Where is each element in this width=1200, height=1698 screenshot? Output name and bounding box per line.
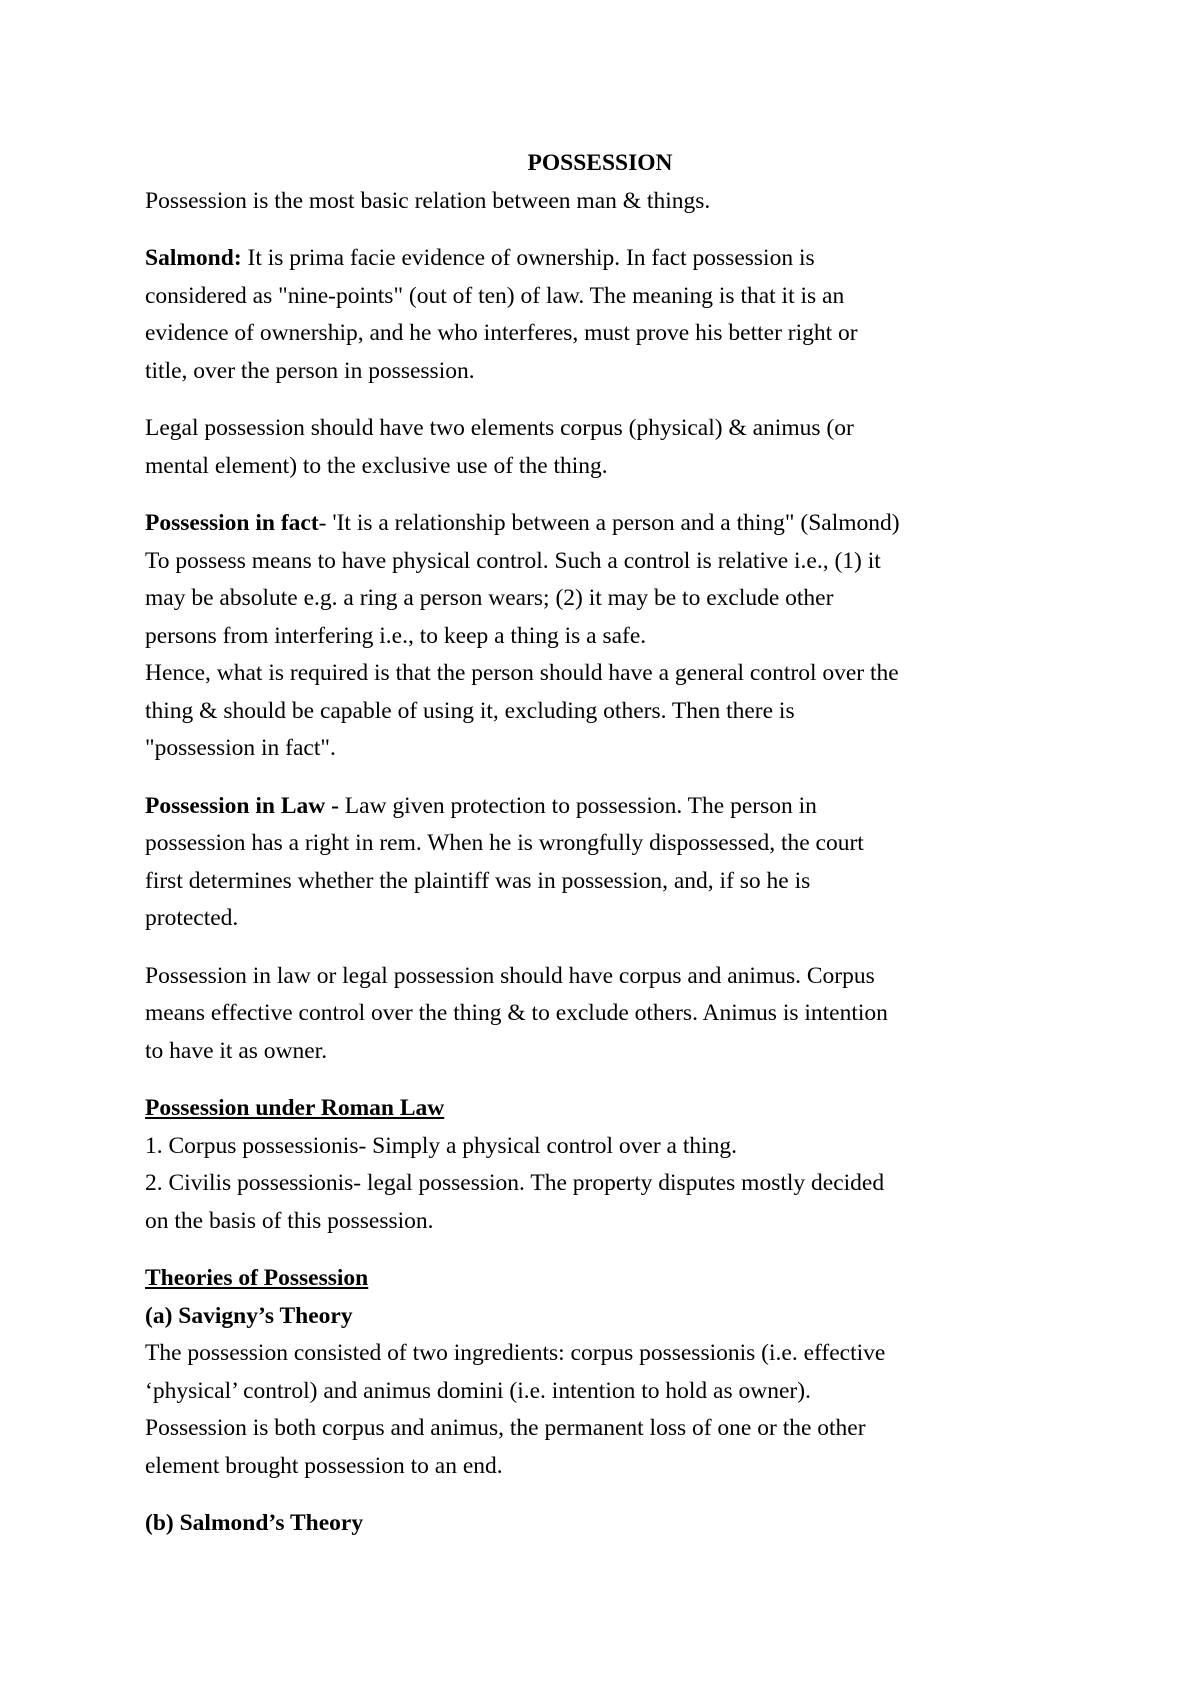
corpus-line-2: means effective control over the thing & to exclude others. Animus is intention bbox=[145, 1000, 888, 1026]
fact-line-7: "possession in fact". bbox=[145, 735, 336, 761]
salmond-label: Salmond: bbox=[145, 245, 242, 271]
law-line-1: Law given protection to possession. The person in bbox=[338, 792, 817, 819]
page-title: POSSESSION bbox=[527, 150, 673, 176]
salmond-paragraph bbox=[145, 240, 1090, 390]
law-line-2: possession has a right in rem. When he is wrongfully dispossessed, the court bbox=[145, 830, 864, 856]
fact-line-4: persons from interfering i.e., to keep a thing is a safe. bbox=[145, 622, 647, 649]
salmond-line-2: considered as "nine-points" (out of ten) of law. The meaning is that it is an bbox=[145, 282, 845, 309]
legal-line-1: Legal possession should have two elements corpus (physical) & animus (or bbox=[145, 415, 854, 441]
legal-paragraph bbox=[145, 410, 1090, 485]
savigny-line-1: The possession consisted of two ingredients: corpus possessionis (i.e. effective bbox=[145, 1340, 886, 1366]
corpus-paragraph bbox=[145, 958, 1090, 1071]
fact-label: Possession in fact bbox=[145, 510, 319, 536]
fact-paragraph bbox=[145, 505, 1090, 768]
fact-line-2: To possess means to have physical control. Such a control is relative i.e., (1) it bbox=[145, 547, 881, 574]
fact-line-5: Hence, what is required is that the person should have a general control over the bbox=[145, 660, 899, 686]
law-line-4: protected. bbox=[145, 905, 239, 931]
law-line-3: first determines whether the plaintiff was in possession, and, if so he is bbox=[145, 867, 811, 894]
savigny-heading: (a) Savigny’s Theory bbox=[145, 1302, 353, 1329]
roman-item-2-line-1: 2. Civilis possessionis- legal possession. The property disputes mostly decided bbox=[145, 1170, 885, 1196]
fact-line-1: - 'It is a relationship between a person and a thing" (Salmond) bbox=[318, 510, 900, 536]
corpus-line-1: Possession in law or legal possession should have corpus and animus. Corpus bbox=[145, 962, 875, 989]
intro-paragraph: Possession is the most basic relation between man & things. bbox=[145, 187, 711, 214]
salmond-line-3: evidence of ownership, and he who interferes, must prove his better right or bbox=[145, 320, 858, 346]
legal-line-2: mental element) to the exclusive use of the thing. bbox=[145, 452, 608, 479]
theories-section bbox=[145, 1260, 1090, 1485]
salmond-theory-section bbox=[145, 1505, 1090, 1543]
corpus-line-3: to have it as owner. bbox=[145, 1037, 328, 1064]
law-paragraph bbox=[145, 788, 1090, 938]
roman-section bbox=[145, 1090, 1090, 1240]
fact-line-6: thing & should be capable of using it, excluding others. Then there is bbox=[145, 697, 795, 724]
salmond-line-1: It is prima facie evidence of ownership. In fact possession is bbox=[241, 245, 815, 271]
savigny-line-4: element brought possession to an end. bbox=[145, 1452, 503, 1479]
law-label: Possession in Law - bbox=[145, 792, 339, 819]
savigny-line-2: ‘physical’ control) and animus domini (i.e. intention to hold as owner). bbox=[145, 1377, 811, 1404]
theories-heading: Theories of Possession bbox=[145, 1265, 369, 1291]
fact-line-3: may be absolute e.g. a ring a person wears; (2) it may be to exclude other bbox=[145, 585, 834, 611]
roman-heading: Possession under Roman Law bbox=[145, 1095, 445, 1121]
roman-item-1: 1. Corpus possessionis- Simply a physical control over a thing. bbox=[145, 1132, 738, 1159]
salmond-theory-heading: (b) Salmond’s Theory bbox=[145, 1510, 364, 1536]
roman-item-2-line-2: on the basis of this possession. bbox=[145, 1207, 434, 1234]
savigny-line-3: Possession is both corpus and animus, the permanent loss of one or the other bbox=[145, 1415, 866, 1441]
salmond-line-4: title, over the person in possession. bbox=[145, 357, 475, 384]
